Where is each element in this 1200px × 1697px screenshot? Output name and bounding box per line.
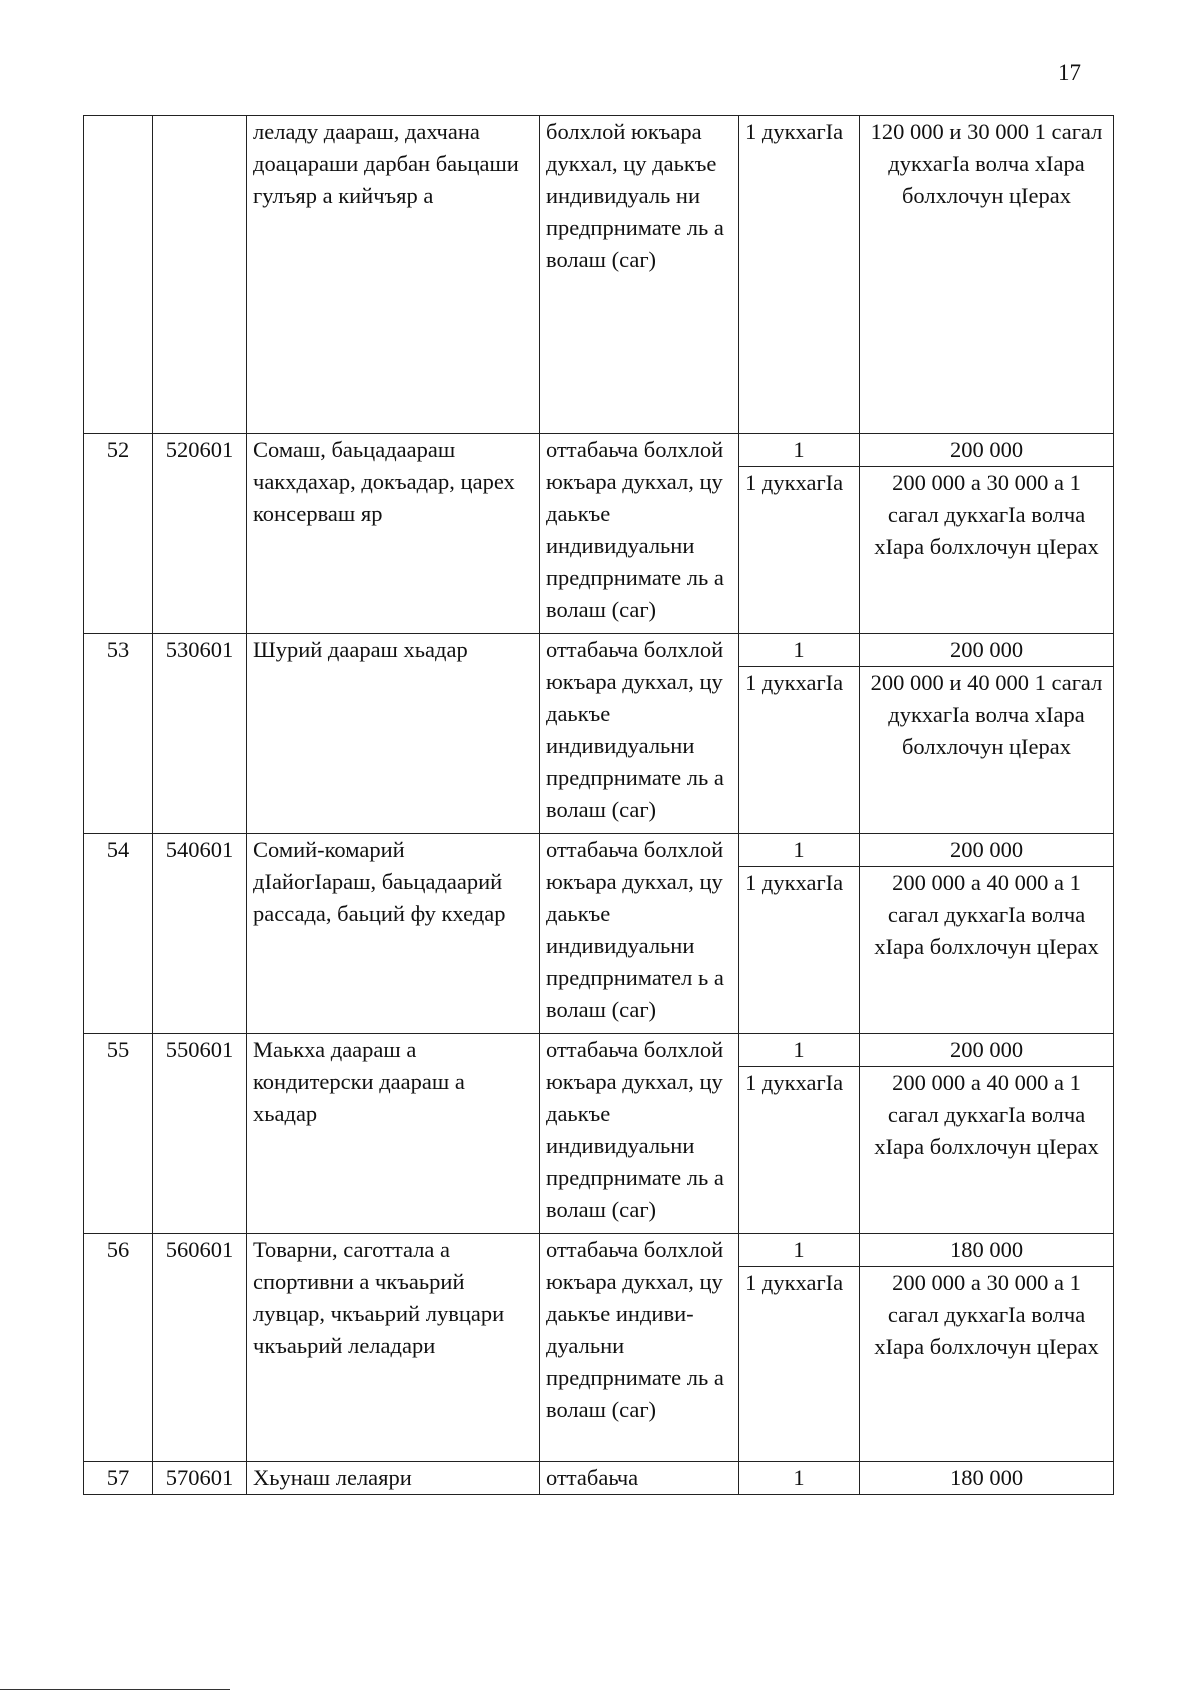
amount-cell: 200 000 xyxy=(860,634,1114,667)
quantity-cell: 1 дукхагIа xyxy=(739,667,860,834)
condition-cell: болхлой юкъара дукхал, цу даькъе индивидуаль ни предпрнимате ль а волаш (саг) xyxy=(540,116,739,434)
row-code: 570601 xyxy=(153,1462,247,1495)
activity-description: Хьунаш лелаяри xyxy=(247,1462,540,1495)
activity-description: леладу дaараш, дахчана доацараши дарбан баьцаши гулъяр а кийчъяр а xyxy=(247,116,540,434)
quantity-cell: 1 дукхагIа xyxy=(739,116,860,434)
activity-description: Шурий даараш хьадар xyxy=(247,634,540,834)
condition-cell: оттабаьча болхлой юкъара дукхал, цу даькъе индиви-дуальни предпрнимате ль а волаш (саг) xyxy=(540,1234,739,1462)
table-row xyxy=(84,116,1114,434)
table-row xyxy=(84,434,1114,467)
row-number: 57 xyxy=(84,1462,153,1495)
row-number: 55 xyxy=(84,1034,153,1234)
row-code: 530601 xyxy=(153,634,247,834)
row-number: 54 xyxy=(84,834,153,1034)
activity-description: Маькха даараш а кондитерски даараш а хьадар xyxy=(247,1034,540,1234)
amount-cell: 200 000 а 40 000 а 1 сагал дукхагIа волча хIара болхлочун цIерах xyxy=(860,1067,1114,1234)
row-code xyxy=(153,116,247,434)
condition-cell: оттабаьча болхлой юкъара дукхал, цу даькъе индивидуальни предпрнимате ль а волаш (саг) xyxy=(540,634,739,834)
quantity-cell: 1 xyxy=(739,1034,860,1067)
page-number: 17 xyxy=(1058,60,1081,85)
condition-cell: оттабаьча болхлой юкъара дукхал, цу даькъе индивидуальни предпрниматeл ь а волаш (саг) xyxy=(540,834,739,1034)
table-row xyxy=(84,1034,1114,1067)
quantity-cell: 1 xyxy=(739,834,860,867)
quantity-cell: 1 дукхагIа xyxy=(739,867,860,1034)
condition-cell: оттабаьча болхлой юкъара дукхал, цу даькъе индивидуальни предпрнимате ль а волаш (саг) xyxy=(540,434,739,634)
amount-cell: 200 000 и 40 000 1 сагал дукхагIа волча хIара болхлочун цIерах xyxy=(860,667,1114,834)
amount-cell: 200 000 а 30 000 а 1 сагал дукхагIа волча хIара болхлочун цIерах xyxy=(860,1267,1114,1462)
quantity-cell: 1 xyxy=(739,434,860,467)
row-number: 56 xyxy=(84,1234,153,1462)
row-code: 550601 xyxy=(153,1034,247,1234)
row-code: 520601 xyxy=(153,434,247,634)
table-row xyxy=(84,834,1114,867)
activity-description: Товарни, саготтала а спортивни а чкъаьрий лувцар, чкъаьрий лувцари чкъаьрий леладари xyxy=(247,1234,540,1462)
table-row xyxy=(84,1462,1114,1495)
row-code: 540601 xyxy=(153,834,247,1034)
table-row xyxy=(84,634,1114,667)
activity-description: Сомаш, баьцадaараш чакхдахар, докъадар, царех консерваш яр xyxy=(247,434,540,634)
row-number xyxy=(84,116,153,434)
amount-cell: 200 000 xyxy=(860,1034,1114,1067)
quantity-cell: 1 xyxy=(739,1234,860,1267)
amount-cell: 200 000 а 40 000 а 1 сагал дукхагIа волча хIара болхлочун цIерах xyxy=(860,867,1114,1034)
amount-cell: 200 000 xyxy=(860,434,1114,467)
tariff-table xyxy=(83,115,1114,1495)
row-number: 53 xyxy=(84,634,153,834)
quantity-cell: 1 дукхагIа xyxy=(739,1067,860,1234)
table-row xyxy=(84,1234,1114,1267)
amount-cell: 180 000 xyxy=(860,1234,1114,1267)
amount-cell: 200 000 а 30 000 а 1 сагал дукхагIа волча хIара болхлочун цIерах xyxy=(860,467,1114,634)
quantity-cell: 1 дукхагIа xyxy=(739,1267,860,1462)
scan-edge-line xyxy=(0,1689,230,1690)
activity-description: Сомий-комарий дIайогIараш, баьцадаарий рассада, баьций фу кхедар xyxy=(247,834,540,1034)
condition-cell: оттабаьча болхлой юкъара дукхал, цу даькъе индивидуальни предпрнимате ль а волаш (саг) xyxy=(540,1034,739,1234)
amount-cell: 180 000 xyxy=(860,1462,1114,1495)
quantity-cell: 1 дукхагIа xyxy=(739,467,860,634)
row-code: 560601 xyxy=(153,1234,247,1462)
amount-cell: 200 000 xyxy=(860,834,1114,867)
quantity-cell: 1 xyxy=(739,634,860,667)
amount-cell: 120 000 и 30 000 1 сагал дукхагIа волча хIара болхлочун цIерах xyxy=(860,116,1114,434)
row-number: 52 xyxy=(84,434,153,634)
quantity-cell: 1 xyxy=(739,1462,860,1495)
condition-cell: оттабаьча xyxy=(540,1462,739,1495)
